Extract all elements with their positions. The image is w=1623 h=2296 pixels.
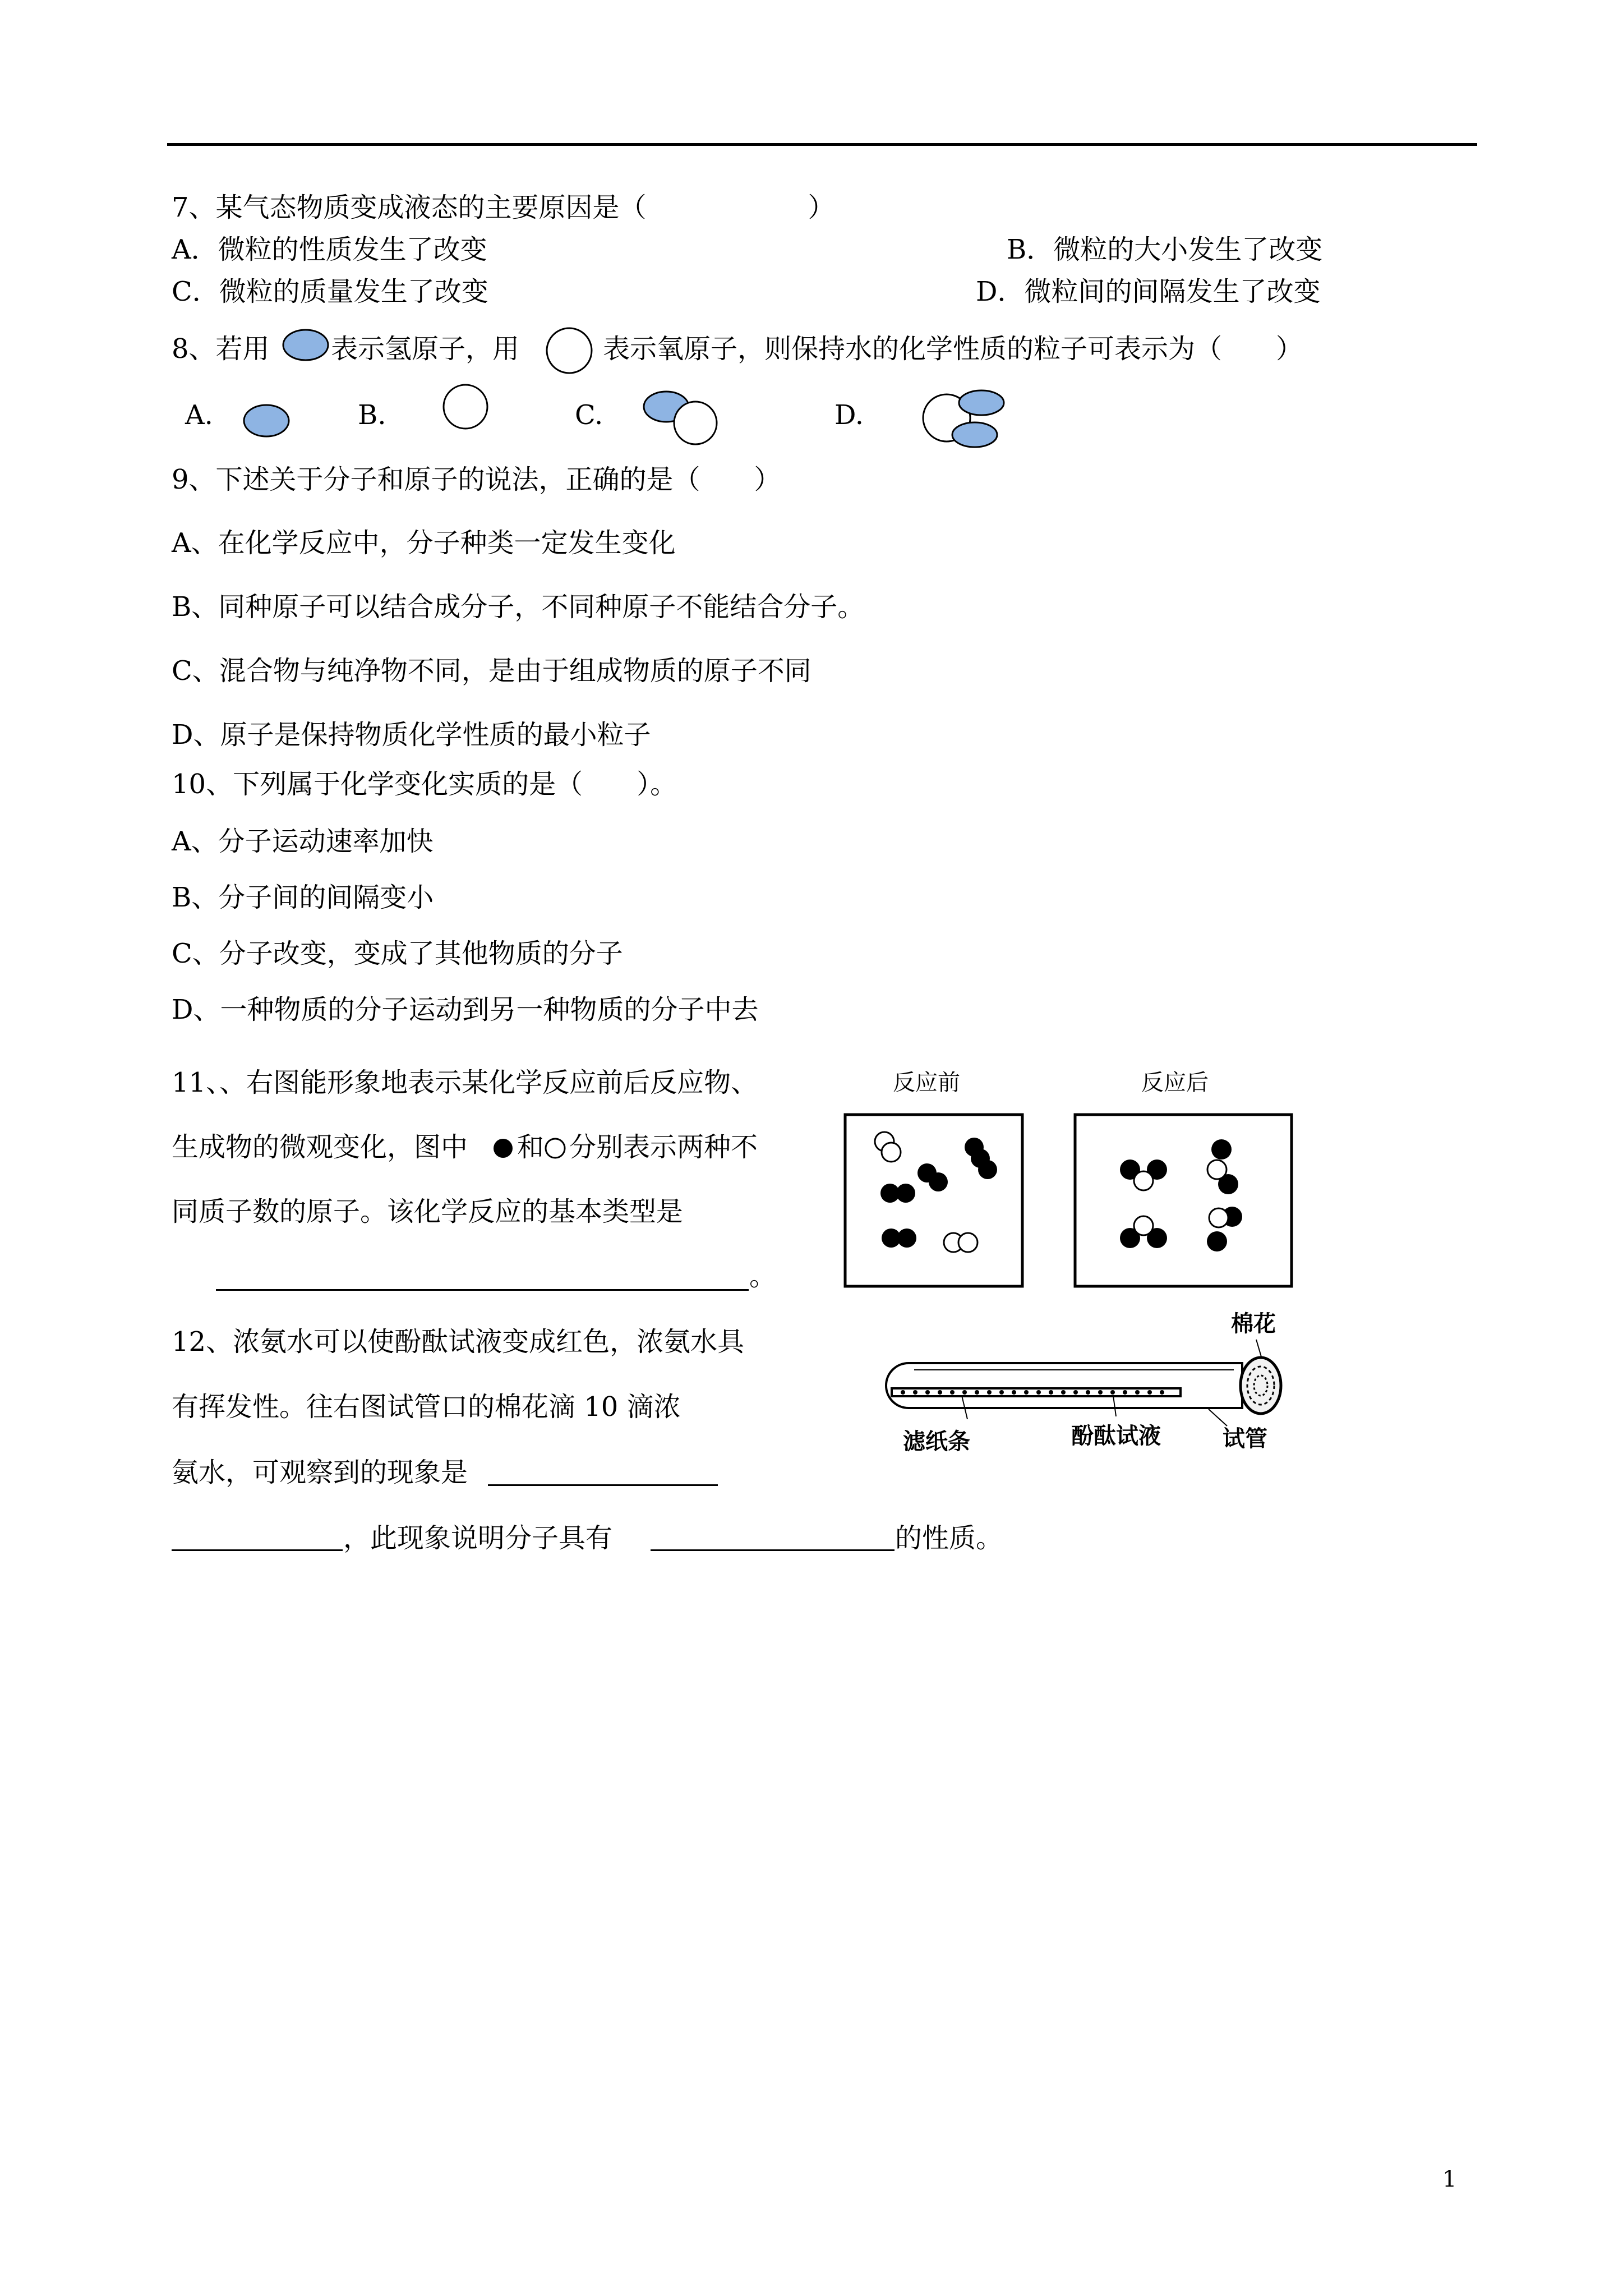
q11-line2-c: 分别表示两种不 (569, 1131, 758, 1163)
q7-option-b: B．微粒的大小发生了改变 (1007, 234, 1323, 265)
q10-option-a: A、分子运动速率加快 (172, 826, 434, 857)
phenolphthalein-drop (1123, 1390, 1127, 1395)
white-molecule-before (944, 1233, 978, 1252)
phenolphthalein-drop (975, 1390, 979, 1395)
q9-option-a: A、在化学反应中，分子种类一定发生变化 (172, 527, 676, 559)
q11-line2-b: 和 (517, 1131, 545, 1163)
q11-line2-a: 生成物的微观变化，图中 (172, 1131, 468, 1163)
test-tube-label: 试管 (1223, 1426, 1267, 1452)
q12-phenomenon-blank-cont[interactable] (172, 1549, 343, 1551)
after-reaction-box (1074, 1114, 1293, 1287)
black-atom-icon (491, 1136, 515, 1161)
q8-option-a-label: A. (185, 399, 213, 431)
q7-option-d: D．微粒间的间隔发生了改变 (976, 276, 1321, 307)
option-c-oh-molecule-icon (639, 387, 729, 449)
oxygen-atom-icon (544, 325, 594, 376)
cotton-pointer (1256, 1340, 1262, 1359)
q12-line2: 有挥发性。往右图试管口的棉花滴 10 滴浓 (172, 1391, 681, 1423)
phenolphthalein-drop (1061, 1390, 1066, 1395)
phenolphthalein-drop (1012, 1390, 1016, 1395)
q12-property-blank[interactable] (651, 1549, 895, 1551)
page-number: 1 (1442, 2166, 1457, 2192)
q9-stem: 9、下述关于分子和原子的说法，正确的是（ ） (172, 464, 781, 495)
q12-line3: 氨水，可观察到的现象是 (172, 1457, 468, 1488)
q11-line1: 11、、右图能形象地表示某化学反应前后反应物、 (172, 1067, 758, 1098)
phenolphthalein-drop (962, 1390, 967, 1395)
q10-option-d: D、一种物质的分子运动到另一种物质的分子中去 (172, 994, 759, 1025)
before-reaction-box (844, 1114, 1023, 1287)
phenolphthalein-drop (1036, 1390, 1041, 1395)
q12-line1: 12、浓氨水可以使酚酞试液变成红色，浓氨水具 (172, 1326, 745, 1358)
q12-phenomenon-blank[interactable] (488, 1484, 718, 1486)
phenolphthalein-drop (901, 1390, 905, 1395)
phenolphthalein-drop (1024, 1390, 1029, 1395)
q8-option-d-label: D. (834, 399, 864, 431)
before-reaction-label: 反应前 (893, 1070, 960, 1096)
q9-option-d: D、原子是保持物质化学性质的最小粒子 (172, 719, 651, 751)
phenolphthalein-drop (938, 1390, 942, 1395)
filter-paper-label: 滤纸条 (903, 1429, 970, 1455)
option-d-water-molecule-icon (914, 387, 1015, 454)
phenolphthalein-label: 酚酞试液 (1071, 1423, 1161, 1449)
q8-stem-mid: 表示氢原子，用 (331, 333, 520, 365)
phenolphthalein-drop (1098, 1390, 1103, 1395)
q11-line3: 同质子数的原子。该化学反应的基本类型是 (172, 1196, 684, 1227)
phenolphthalein-drop (1110, 1390, 1115, 1395)
q7-option-a: A．微粒的性质发生了改变 (172, 234, 487, 265)
q9-option-b: B、同种原子可以结合成分子，不同种原子不能结合分子。 (172, 591, 865, 623)
phenolphthalein-drop (925, 1390, 930, 1395)
phenolphthalein-drop (1073, 1390, 1078, 1395)
white-atom-icon (543, 1136, 568, 1161)
option-a-hydrogen-atom-icon (241, 404, 292, 438)
q8-option-c-label: C. (575, 399, 603, 431)
cotton-plug (1241, 1358, 1281, 1414)
q10-option-b: B、分子间的间隔变小 (172, 882, 434, 913)
phenolphthalein-drop (1135, 1390, 1140, 1395)
phenolphthalein-drop (1086, 1390, 1090, 1395)
q11-line4-end: 。 (749, 1260, 777, 1292)
q12-line4-mid: ，此现象说明分子具有 (343, 1522, 613, 1554)
phenolphthalein-drop (1147, 1390, 1152, 1395)
q11-answer-blank[interactable] (216, 1289, 749, 1291)
phenolphthalein-drop (1049, 1390, 1053, 1395)
phenolphthalein-drop (999, 1390, 1004, 1395)
phenolphthalein-drop (913, 1390, 917, 1395)
q8-stem-suffix: 表示氧原子，则保持水的化学性质的粒子可表示为（ ） (603, 333, 1303, 365)
q7-option-c: C．微粒的质量发生了改变 (172, 276, 488, 307)
q10-stem: 10、下列属于化学变化实质的是（ ）。 (172, 769, 677, 800)
cotton-label: 棉花 (1231, 1311, 1276, 1337)
hydrogen-atom-icon (280, 328, 331, 362)
phenolphthalein-drop (987, 1390, 992, 1395)
phenolphthalein-drop (1160, 1390, 1164, 1395)
q7-stem: 7、某气态物质变成液态的主要原因是（ ） (172, 192, 835, 223)
option-b-oxygen-atom-icon (440, 381, 491, 432)
q8-option-b-label: B. (358, 399, 386, 431)
q12-line4-end: 的性质。 (895, 1522, 1003, 1554)
q9-option-c: C、混合物与纯净物不同，是由于组成物质的原子不同 (172, 655, 811, 687)
filter-paper-strip (892, 1388, 1181, 1396)
q10-option-c: C、分子改变，变成了其他物质的分子 (172, 938, 623, 969)
header-rule (167, 143, 1477, 146)
phenolphthalein-drop (950, 1390, 955, 1395)
after-reaction-label: 反应后 (1141, 1070, 1209, 1096)
q8-stem-prefix: 8、若用 (172, 333, 270, 365)
